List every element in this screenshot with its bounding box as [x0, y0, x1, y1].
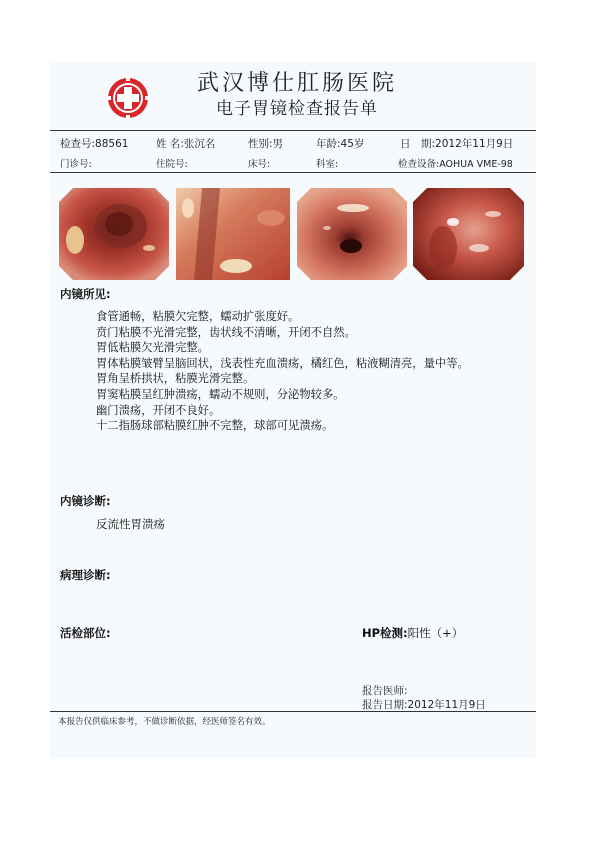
hospital-cross-logo-icon: [106, 76, 150, 120]
finding-line: 食管通畅，粘膜欠完整，蠕动扩张度好。: [96, 310, 300, 323]
endoscopy-image-3: [297, 188, 407, 280]
finding-line: 十二指肠球部粘膜红肿不完整，球部可见溃疡。: [96, 419, 334, 433]
finding-line: 胃窦粘膜呈红肿溃疡，蠕动不规则，分泌物较多。: [96, 387, 345, 401]
report-date: 报告日期:2012年11月9日: [362, 699, 486, 711]
exam-date: 日 期:2012年11月9日: [400, 138, 514, 150]
inpatient-no: 住院号:: [156, 159, 188, 170]
footer-divider: [50, 711, 536, 712]
header-divider-bottom: [50, 172, 536, 173]
patient-name: 姓 名:张沉名: [156, 138, 216, 150]
outpatient-no: 门诊号:: [60, 159, 92, 170]
disclaimer: 本报告仅供临床参考，不做诊断依据，经医师签名有效。: [58, 717, 271, 727]
hp-value: 阳性（+）: [407, 626, 464, 640]
hospital-name: 武汉博仕肛肠医院: [196, 71, 397, 96]
report-title: 电子胃镜检查报告单: [216, 99, 378, 119]
finding-line: 胃角呈桥拱状，粘膜光滑完整。: [96, 372, 255, 386]
endoscopy-image-4: [413, 188, 524, 280]
patient-age: 年龄:45岁: [316, 138, 365, 150]
finding-line: 幽门溃疡，开闭不良好。: [96, 403, 221, 417]
bed-no: 床号:: [248, 159, 271, 170]
findings-list: [96, 309, 556, 434]
finding-line: 贲门粘膜不光滑完整，齿状线不清晰，开闭不自然。: [96, 325, 356, 339]
exam-no: 检查号:88561: [60, 138, 129, 150]
finding-line: 胃低粘膜欠光滑完整。: [96, 341, 209, 355]
pathology-label: 病理诊断:: [60, 568, 111, 582]
endoscopy-image-2: [176, 188, 290, 280]
findings-label: 内镜所见:: [60, 287, 111, 301]
finding-line: 胃体粘膜皱臂呈脑回状，浅表性充血溃疡，橘红色，粘液糊清亮，量中等。: [96, 356, 469, 370]
device: 检查设备:AOHUA VME-98: [398, 159, 513, 170]
hp-label: HP检测:: [362, 626, 408, 640]
diagnosis-text: 反流性胃溃疡: [96, 517, 165, 531]
department: 科室:: [316, 159, 339, 170]
endoscopy-image-1: [59, 188, 169, 280]
header-divider-top: [50, 130, 536, 131]
hp-test: [362, 625, 463, 641]
diagnosis-label: 内镜诊断:: [60, 494, 111, 508]
biopsy-label: 活检部位:: [60, 626, 111, 640]
report-doctor: 报告医师:: [362, 685, 408, 697]
patient-sex: 性别:男: [248, 138, 284, 150]
